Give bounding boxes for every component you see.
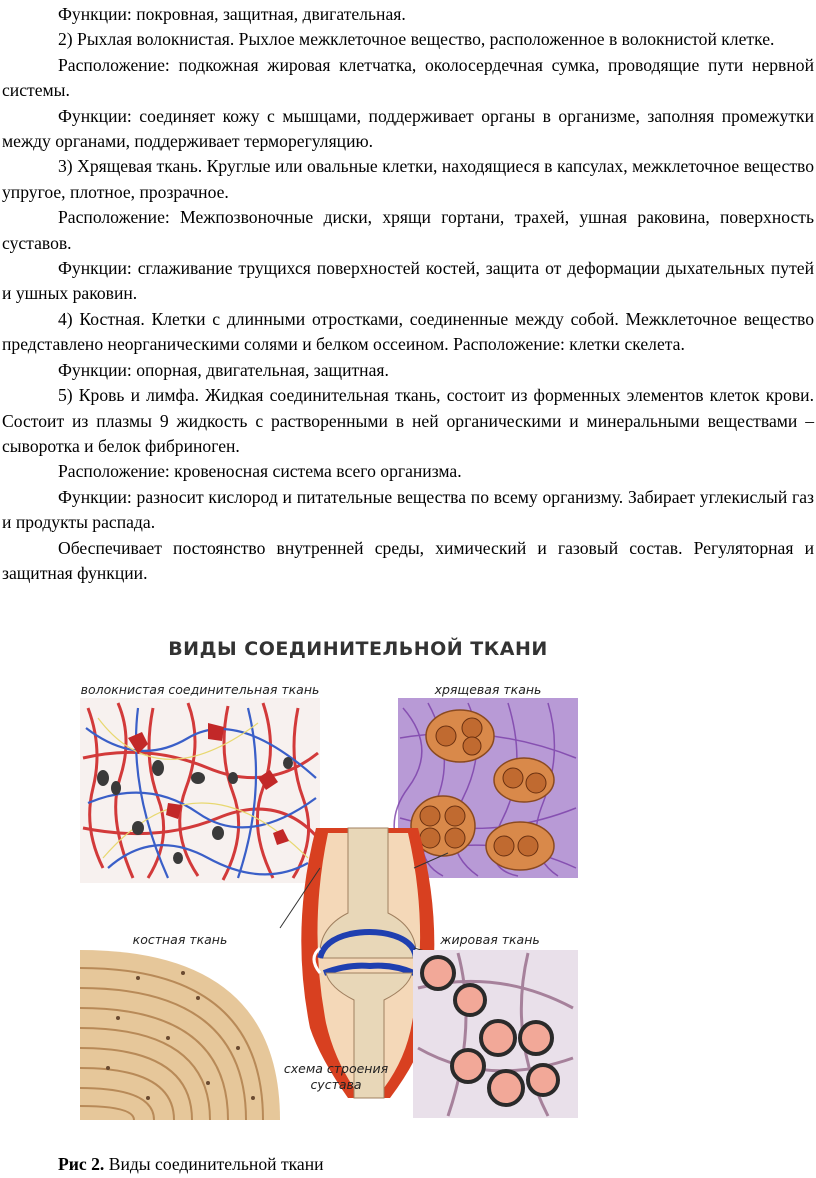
cartilage-label: хрящевая ткань bbox=[434, 682, 542, 697]
figure-illustration bbox=[58, 628, 758, 1128]
paragraph: Расположение: кровеносная система всего организма. bbox=[58, 461, 462, 482]
paragraph: Расположение: Межпозвоночные диски, хрящи гортани, трахей, ушная раковина, поверхность суставов. bbox=[2, 207, 814, 253]
paragraph: Функции: покровная, защитная, двигательная. bbox=[58, 4, 406, 24]
fat-tissue-label: жировая ткань bbox=[440, 932, 540, 947]
paragraph: Расположение: подкожная жировая клетчатка, околосердечная сумка, проводящие пути нервной системы. bbox=[2, 54, 814, 101]
paragraph: 4) Костная. Клетки с длинными отростками, соединенные между собой. Межклеточное вещество представлено неорганическими солями и белком оссеином. Расположение: клетки скелета. bbox=[2, 308, 814, 355]
paragraph: 3) Хрящевая ткань. Круглые или овальные клетки, находящиеся в капсулах, межклеточное вещество упругое, плотное, прозрачное. bbox=[2, 156, 814, 202]
paragraph: Функции: опорная, двигательная, защитная. bbox=[58, 359, 389, 380]
fibrous-tissue-panel bbox=[80, 698, 320, 883]
figure-title: ВИДЫ СОЕДИНИТЕЛЬНОЙ ТКАНИ bbox=[168, 638, 548, 660]
body-text bbox=[2, 2, 814, 586]
paragraph: 5) Кровь и лимфа. Жидкая соединительная ткань, состоит из форменных элементов клеток крови. Состоит из плазмы 9 жидкость с растворенными в ней органическими и минеральными веществами – сыворотка и белок фибриноген. bbox=[2, 385, 814, 456]
bone-tissue-label: костная ткань bbox=[132, 932, 228, 947]
paragraph: Обеспечивает постоянство внутренней среды, химический и газовый состав. Регуляторная и защитная функции. bbox=[2, 537, 814, 583]
paragraph: Функции: сглаживание трущихся поверхностей костей, защита от деформации дыхательных путей и ушных раковин. bbox=[2, 258, 814, 304]
joint-label-line: сустава bbox=[310, 1077, 362, 1092]
connective-tissue-figure bbox=[58, 628, 758, 1128]
fibrous-tissue-label: волокнистая соединительная ткань bbox=[80, 682, 320, 697]
paragraph: 2) Рыхлая волокнистая. Рыхлое межклеточное вещество, расположенное в волокнистой клетке. bbox=[58, 29, 775, 50]
caption-number: Рис 2. bbox=[58, 1154, 105, 1174]
paragraph: Функции: соединяет кожу с мышцами, поддерживает органы в организме, заполняя промежутки между органами, поддерживает терморегуляцию. bbox=[2, 105, 814, 152]
figure-caption bbox=[58, 1154, 324, 1175]
bone-tissue-panel bbox=[80, 950, 280, 1120]
paragraph: Функции: разносит кислород и питательные вещества по всему организму. Забирает углекислый газ и продукты распада. bbox=[2, 486, 814, 533]
joint-label-line: схема строения bbox=[283, 1061, 389, 1076]
fat-tissue-panel bbox=[413, 950, 578, 1118]
caption-text: Виды соединительной ткани bbox=[108, 1154, 324, 1174]
